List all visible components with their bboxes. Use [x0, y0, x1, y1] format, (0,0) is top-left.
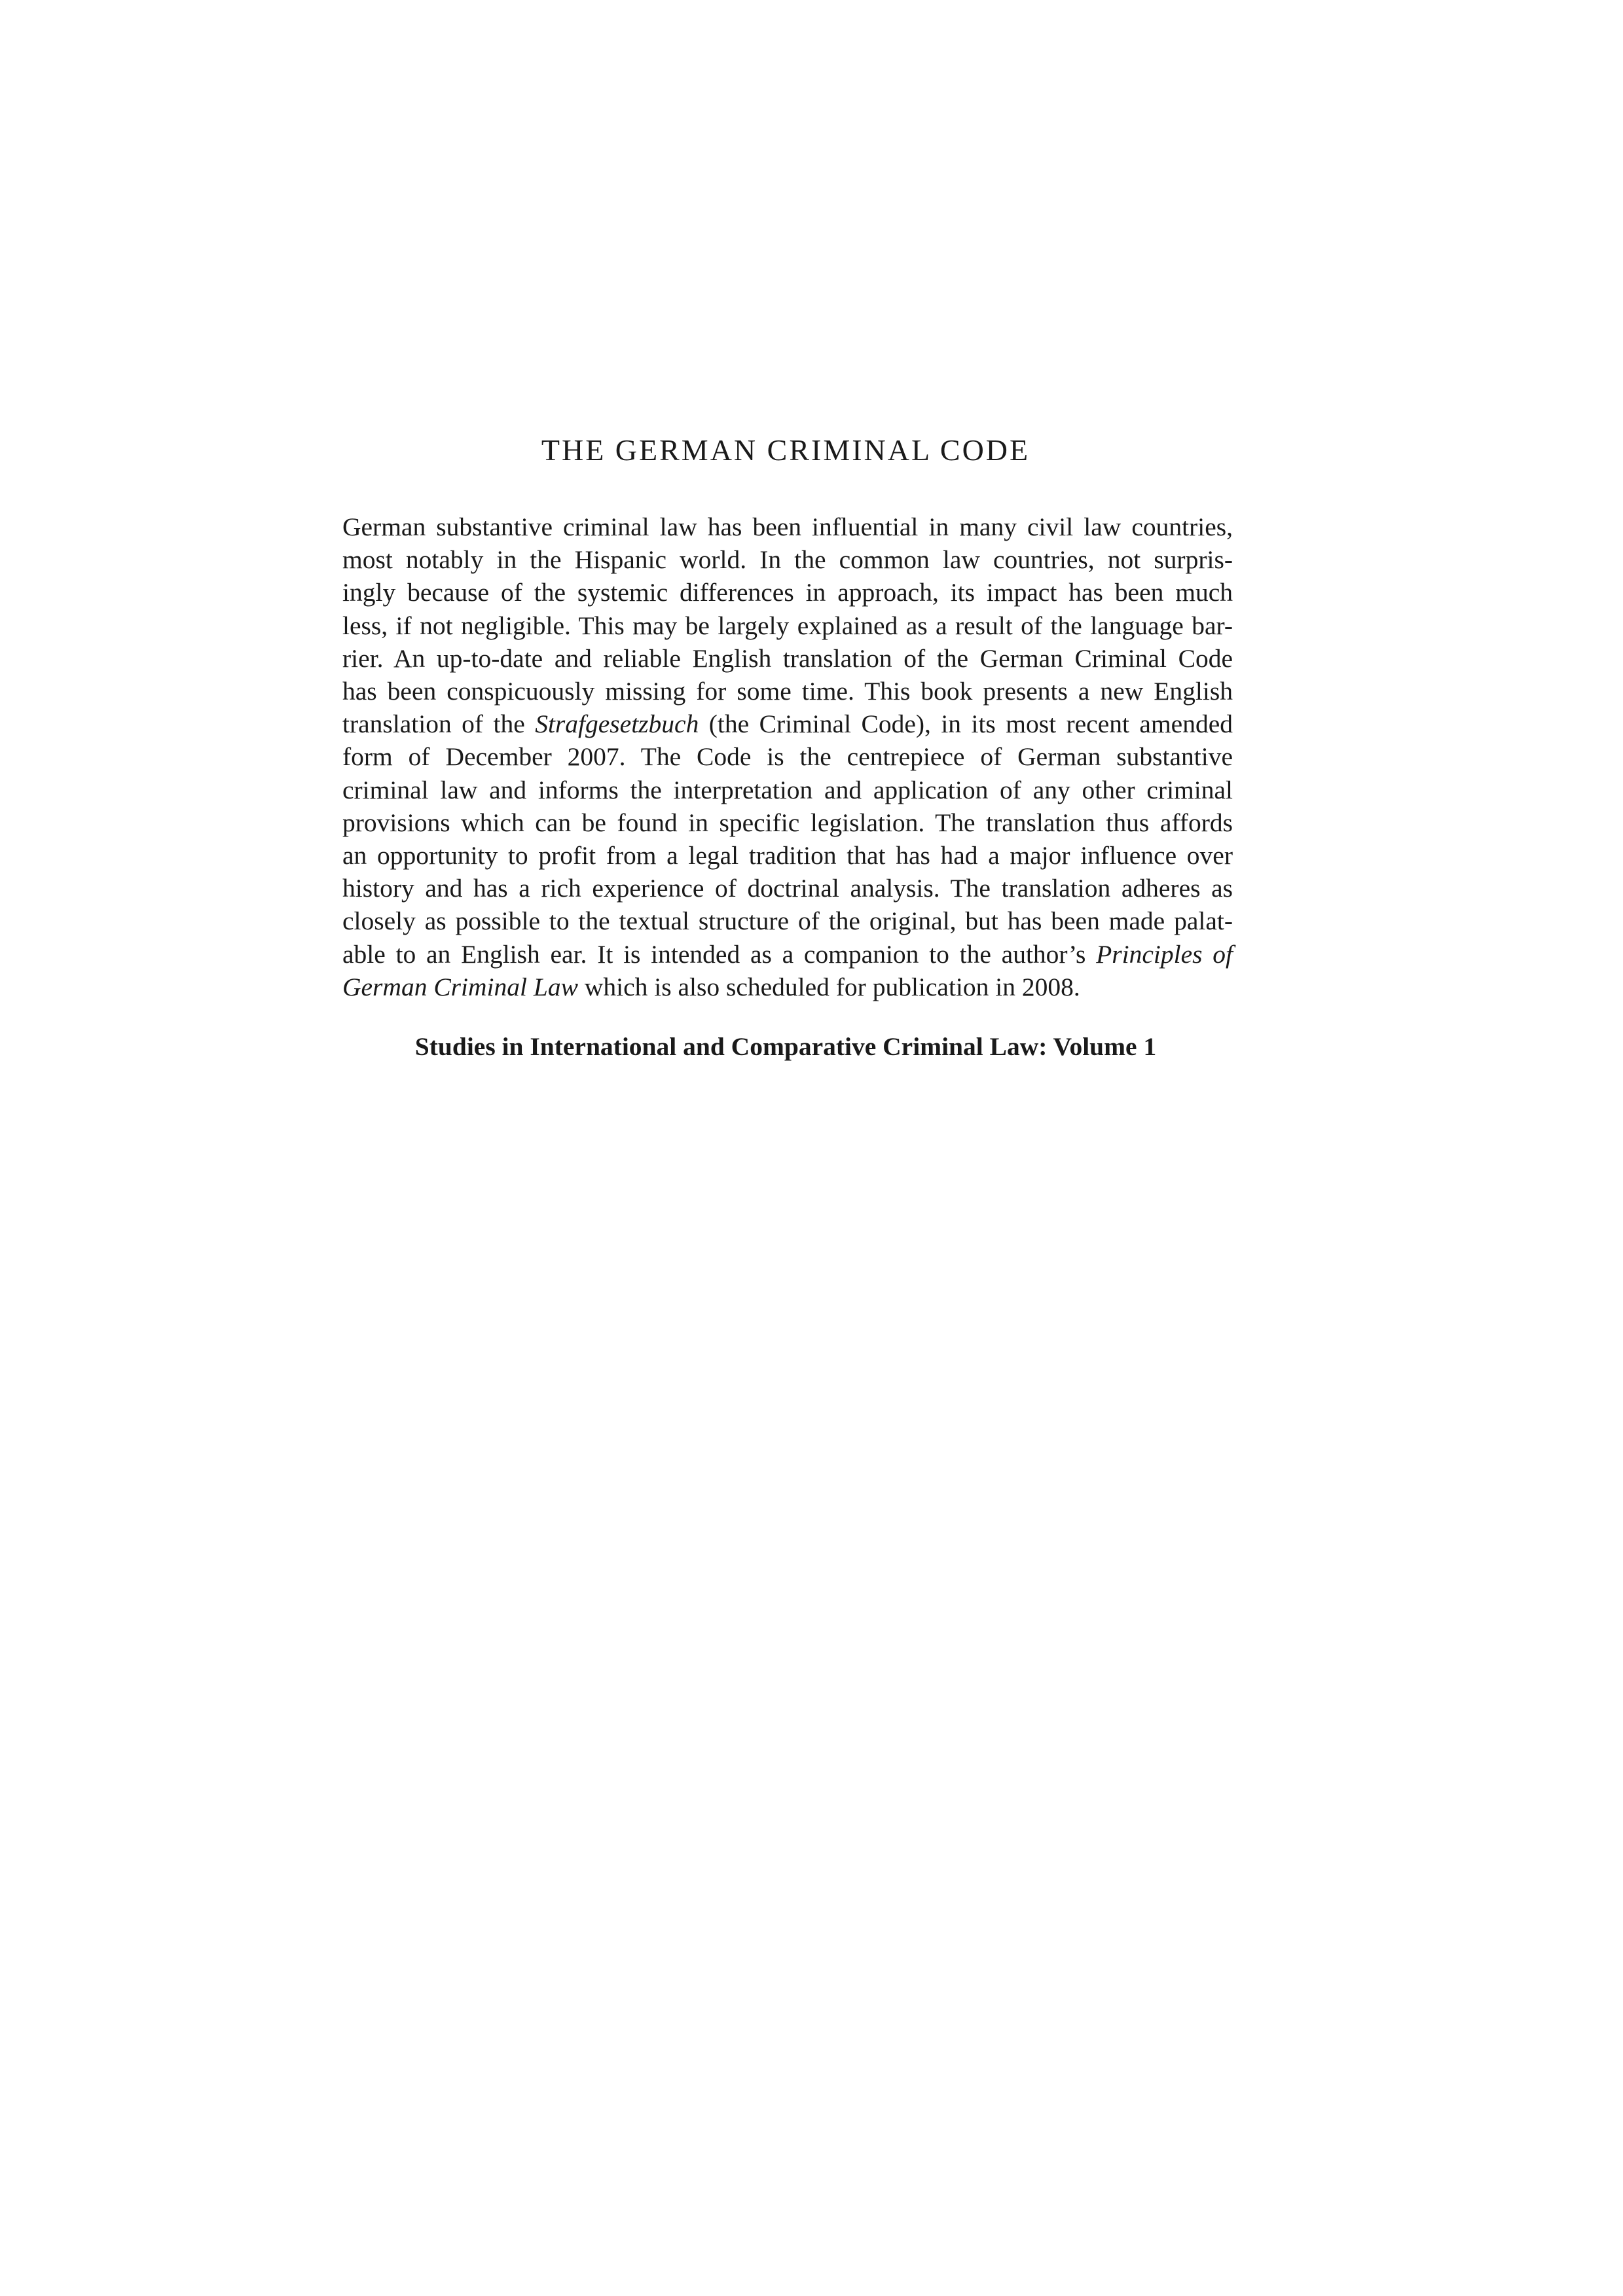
description-line: an opportunity to profit from a legal tradition that has had a major influence over	[342, 841, 1233, 870]
book-description	[342, 511, 1233, 1003]
description-line: ingly because of the systemic differences in approach, its impact has been much	[342, 578, 1233, 607]
description-line: translation of the Strafgesetzbuch (the Criminal Code), in its most recent amended	[342, 709, 1233, 739]
description-line: rier. An up-to-date and reliable English translation of the German Criminal Code	[342, 643, 1233, 673]
description-line: history and has a rich experience of doctrinal analysis. The translation adheres as	[342, 874, 1233, 903]
italic-title: German Criminal Law	[342, 972, 578, 1001]
description-line: less, if not negligible. This may be largely explained as a result of the language bar-	[342, 611, 1233, 640]
description-line: form of December 2007. The Code is the centrepiece of German substantive	[342, 742, 1233, 772]
description-line: able to an English ear. It is intended as a companion to the author’s Principles of	[342, 939, 1233, 969]
description-line: criminal law and informs the interpretation and application of any other criminal	[342, 775, 1233, 804]
description-line: provisions which can be found in specific legislation. The translation thus affords	[342, 808, 1233, 837]
description-line: German substantive criminal law has been influential in many civil law countries,	[342, 512, 1233, 541]
italic-title: Strafgesetzbuch	[535, 709, 699, 739]
description-line: closely as possible to the textual structure of the original, but has been made palat-	[342, 906, 1233, 936]
series-title: Studies in International and Comparative Criminal Law: Volume 1	[414, 1032, 1157, 1061]
book-title: THE GERMAN CRIMINAL CODE	[541, 433, 1030, 467]
description-line: has been conspicuously missing for some time. This book presents a new English	[342, 677, 1233, 706]
italic-title: Principles of	[1096, 939, 1233, 969]
description-line: most notably in the Hispanic world. In the common law countries, not surpris-	[342, 545, 1233, 575]
description-line: German Criminal Law which is also scheduled for publication in 2008.	[342, 972, 1080, 1001]
